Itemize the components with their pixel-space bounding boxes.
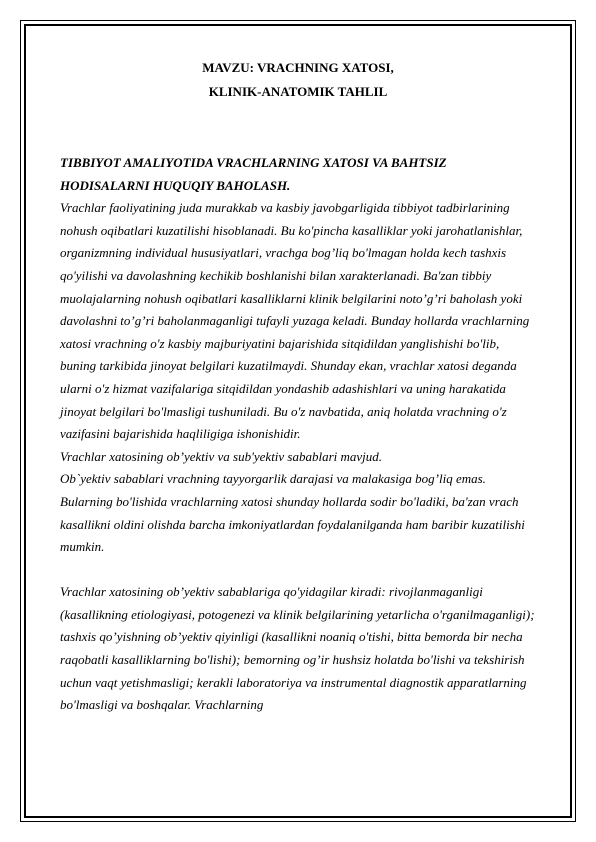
document-body xyxy=(60,152,538,717)
paragraph-spacer xyxy=(60,559,538,582)
paragraph-1: Vrachlar faoliyatining juda murakkab va kasbiy javobgarligida tibbiyot tadbirlarining nohush oqibatlari kuzatilishi hisoblanadi. Bu ko'pincha kasalliklar yoki jarohatlanishlar, organizmning individual hususiyatlari, vrachga bog’liq bo'lmagan holda kech tashxis qo'yilishi va davolashning kechikib boshlanishi bilan xarakterlanadi. Ba'zan tibbiy muolajalarning nohush oqibatlari kasalliklarni klinik belgilarini noto’g’ri baholash yoki davolashni to’g’ri baholanmaganligi tufayli yuzaga keladi. Bunday hollarda vrachlarning xatosi vrachning o'z kasbiy majburiyatini bajarishida sitqidildan yanglishishi bo'lib, buning tarkibida jinoyat belgilari kuzatilmaydi. Shunday ekan, vrachlar xatosi deganda ularni o'z hizmat vazifalariga sitqidildan yondashib adashishlari va uning harakatida jinoyat belgilari bo'lmasligi tushuniladi. Bu o'z navbatida, aniq holatda vrachning o'z vazifasini bajarishida haqliligiga ishonishidir. xyxy=(60,200,530,442)
paragraph-2: Vrachlar xatosining ob’yektiv va sub'yektiv sabablari mavjud. xyxy=(60,448,383,464)
section-heading: TIBBIYOT AMALIYOTIDA VRACHLARNING XATOSI VA BAHTSIZ HODISALARNI HUQUQIY BAHOLASH. xyxy=(60,155,447,193)
paragraph-4: Vrachlar xatosining ob’yektiv sabablariga qo'yidagilar kiradi: rivojlanmaganligi (kasallikning etiologiyasi, potogenezi va klinik belgilarining yetarlicha o'rganilmaganligi); tashxis qo’yishning ob’yektiv qiyinligi (kasallikni noaniq o'tishi, bitta bemorda bir necha raqobatli kasalliklarning bo'lishi); bemorning og’ir hushsiz holatda bo'lishi va tekshirish uchun vaqt yetishmasligi; kerakli laboratoriya va instrumental diagnostik apparatlarning bo'lmasligi va boshqalar. Vrachlarning xyxy=(60,584,535,713)
document-title-line-2: KLINIK-ANATOMIK TAHLIL xyxy=(208,84,388,99)
document-title-line-1: MAVZU: VRACHNING XATOSI, xyxy=(202,60,394,75)
paragraph-3: Ob`yektiv sabablari vrachning tayyorgarlik darajasi va malakasiga bog’liq emas. Bularning bo'lishida vrachlarning xatosi shunday hollarda sodir bo'ladiki, ba'zan vrach kasallikni oldini olishda barcha imkoniyatlardan foydalanilganda ham baribir kuzatilishi mumkin. xyxy=(60,471,525,555)
